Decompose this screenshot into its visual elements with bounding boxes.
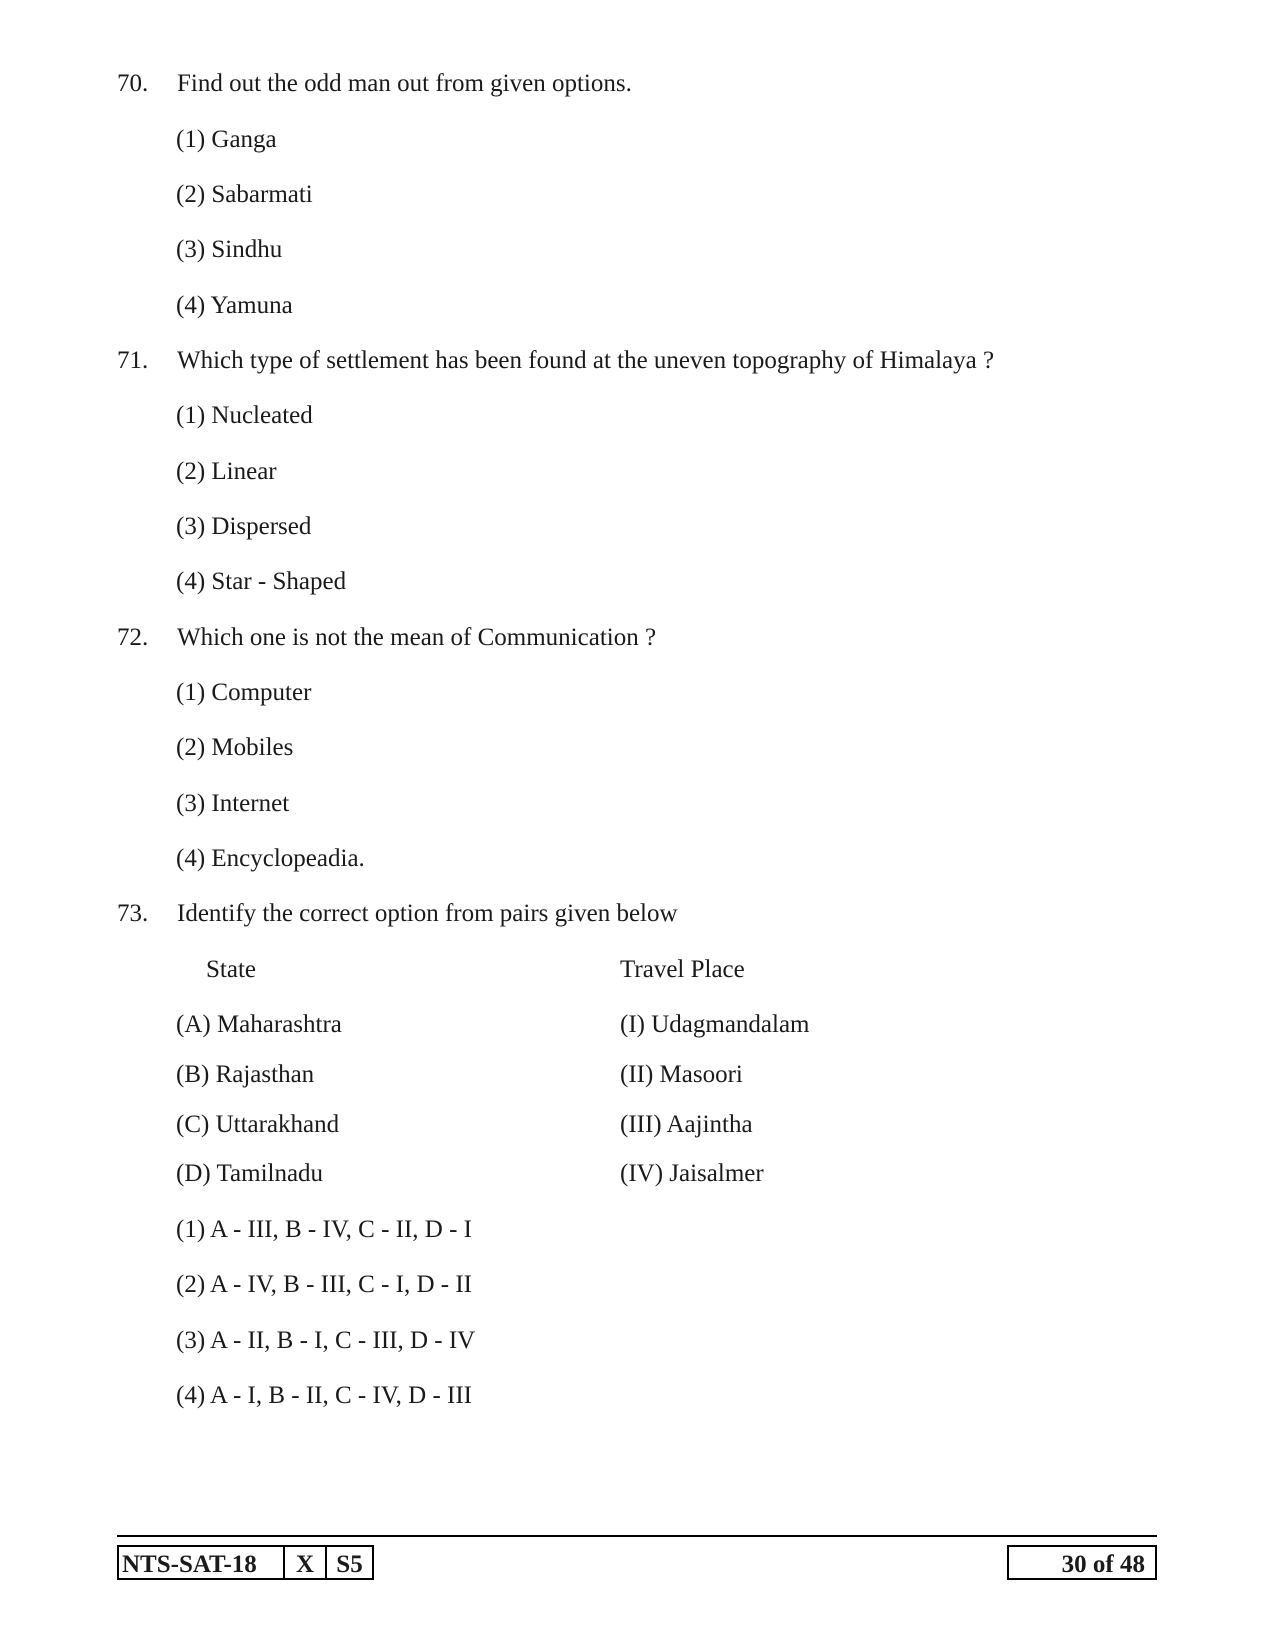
- footer-page-box: [1007, 1545, 1157, 1580]
- table-place-iv: (IV) Jaisalmer: [620, 1160, 764, 1187]
- question-71: [117, 347, 994, 375]
- table-place-iii: (III) Aajintha: [620, 1111, 753, 1138]
- question-70: [117, 70, 632, 98]
- option-72-1: (1) Computer: [176, 679, 312, 706]
- question-number: 73.: [117, 900, 149, 927]
- footer-exam-code: NTS-SAT-18: [122, 1551, 257, 1578]
- table-header-state: State: [206, 956, 256, 983]
- question-number: 71.: [117, 347, 149, 374]
- option-71-2: (2) Linear: [176, 458, 277, 485]
- footer-code-box: [117, 1545, 374, 1580]
- footer-subject: S5: [336, 1551, 363, 1578]
- option-73-4: (4) A - I, B - II, C - IV, D - III: [176, 1382, 473, 1409]
- table-header-travel-place: Travel Place: [620, 956, 745, 983]
- table-state-a: (A) Maharashtra: [176, 1011, 342, 1038]
- question-number: 70.: [117, 70, 149, 97]
- footer-page-number: 30 of 48: [1061, 1551, 1145, 1578]
- option-71-3: (3) Dispersed: [176, 513, 312, 540]
- question-text: Which type of settlement has been found at the uneven topography of Himalaya ?: [177, 347, 995, 374]
- question-text: Identify the correct option from pairs given below: [177, 900, 678, 927]
- table-place-i: (I) Udagmandalam: [620, 1011, 810, 1038]
- question-text: Find out the odd man out from given options.: [177, 70, 632, 97]
- option-72-2: (2) Mobiles: [176, 734, 294, 761]
- option-70-4: (4) Yamuna: [176, 292, 293, 319]
- option-70-3: (3) Sindhu: [176, 236, 283, 263]
- option-71-1: (1) Nucleated: [176, 402, 313, 429]
- option-73-1: (1) A - III, B - IV, C - II, D - I: [176, 1216, 473, 1243]
- table-state-d: (D) Tamilnadu: [176, 1160, 324, 1187]
- option-72-3: (3) Internet: [176, 790, 290, 817]
- question-72: [117, 624, 656, 652]
- option-72-4: (4) Encyclopeadia.: [176, 845, 365, 872]
- option-73-2: (2) A - IV, B - III, C - I, D - II: [176, 1271, 473, 1298]
- option-70-1: (1) Ganga: [176, 126, 277, 153]
- table-place-ii: (II) Masoori: [620, 1061, 743, 1088]
- footer-class: X: [295, 1551, 315, 1578]
- footer-divider: [117, 1535, 1157, 1537]
- table-state-b: (B) Rajasthan: [176, 1061, 315, 1088]
- question-number: 72.: [117, 624, 149, 651]
- option-71-4: (4) Star - Shaped: [176, 568, 347, 595]
- question-text: Which one is not the mean of Communication ?: [177, 624, 657, 651]
- option-70-2: (2) Sabarmati: [176, 181, 313, 208]
- table-state-c: (C) Uttarakhand: [176, 1111, 340, 1138]
- option-73-3: (3) A - II, B - I, C - III, D - IV: [176, 1327, 476, 1354]
- question-73: [117, 900, 678, 928]
